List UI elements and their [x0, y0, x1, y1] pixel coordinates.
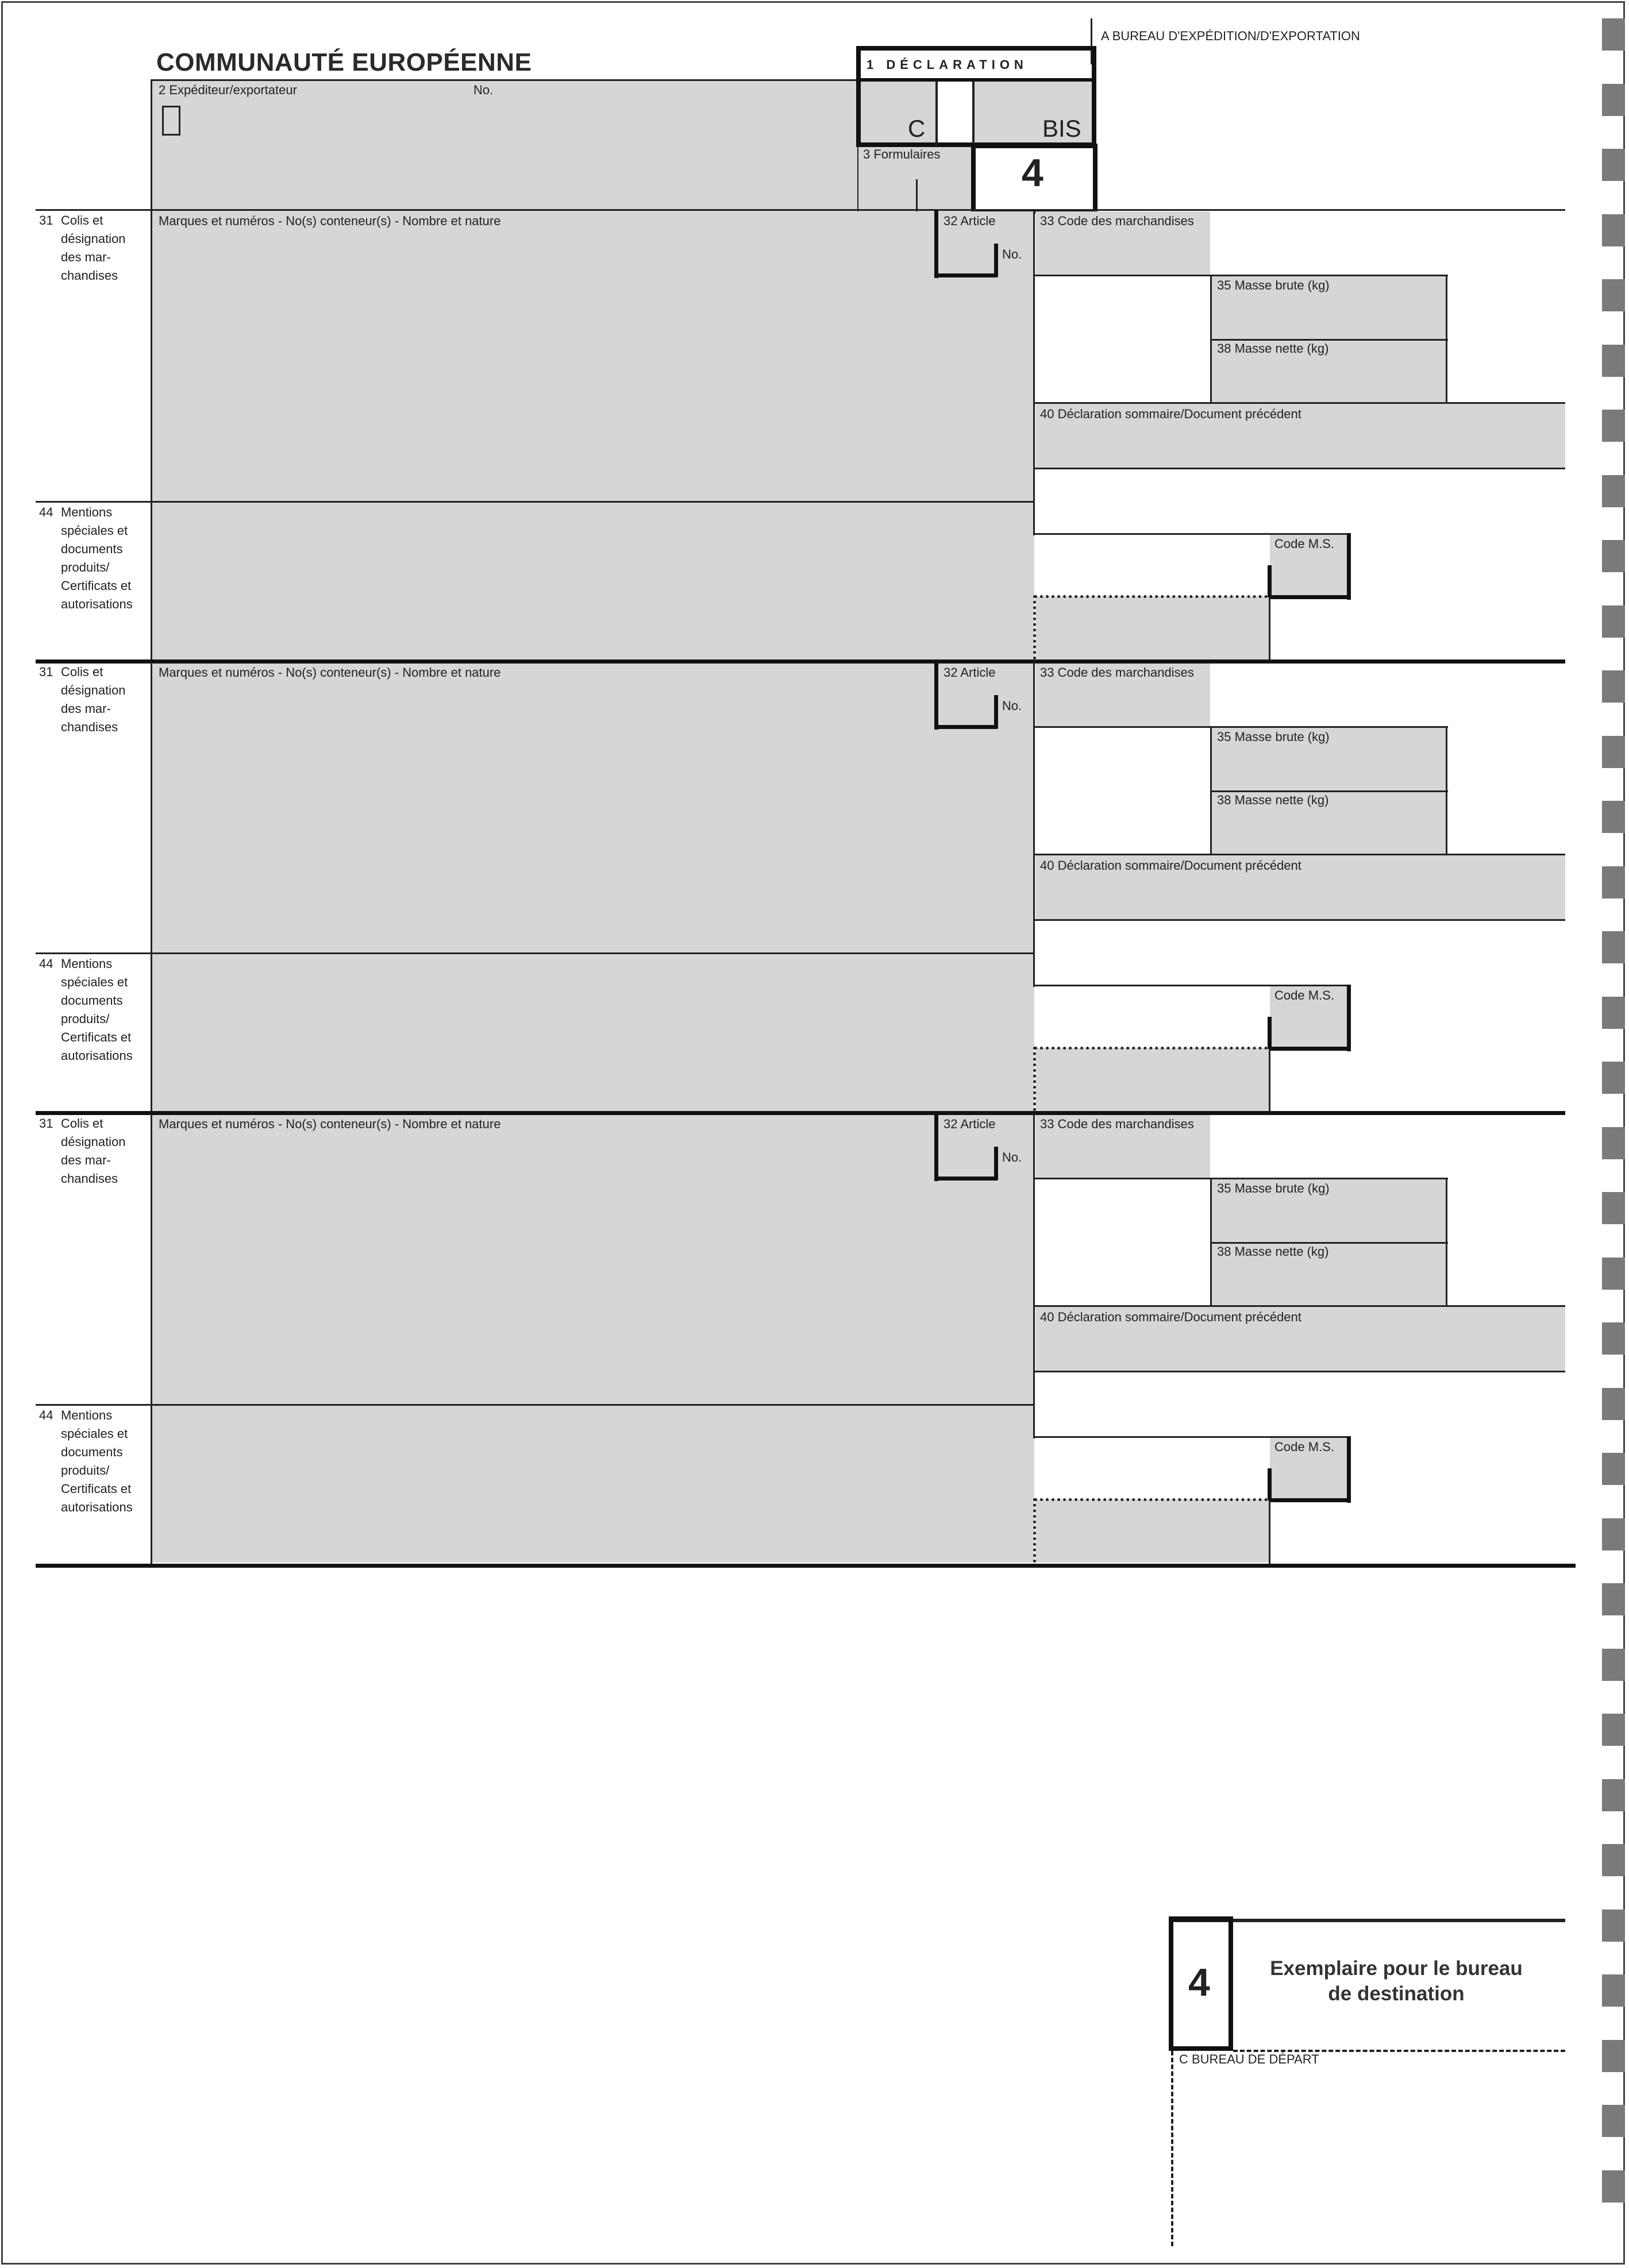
perforation-tick: [1602, 1714, 1625, 1746]
code-ms-dotted-v: [1033, 1047, 1036, 1111]
mentions-label: 44 Mentions spéciales et documents produits/ Certificats et autorisations: [39, 1408, 133, 1514]
left-rule: [151, 1113, 152, 1565]
section-top-rule: [36, 209, 1565, 211]
left-rule: [151, 210, 152, 661]
perforation-tick: [1602, 1127, 1625, 1159]
gross-label: 35 Masse brute (kg): [1217, 730, 1330, 744]
code-ms-bracket-h: [1269, 1047, 1351, 1051]
mass-mid-rule: [1210, 339, 1448, 341]
code-ms-bracket-left: [1268, 565, 1272, 597]
perforation-tick: [1602, 997, 1625, 1029]
item-bracket-bottom: [934, 725, 998, 729]
perforation-tick: [1602, 475, 1625, 507]
marks-field[interactable]: [152, 211, 1034, 501]
item-bracket-right: [994, 695, 998, 728]
mentions-field[interactable]: [152, 502, 1034, 659]
code-ms-dotted-v: [1033, 595, 1036, 659]
code-ms-dotted-h: [1034, 595, 1268, 598]
perforation-tick: [1602, 1649, 1625, 1681]
sender-no-label: No.: [473, 83, 494, 97]
perforation-tick: [1602, 931, 1625, 963]
marks-field[interactable]: [152, 664, 1034, 952]
mass-mid-rule: [1210, 1242, 1448, 1244]
perforation-tick: [1602, 1844, 1625, 1876]
footer-copy-text: Exemplaire pour le bureau de destination: [1270, 1957, 1523, 2005]
perforation-tick: [1602, 1453, 1625, 1485]
net-label: 38 Masse nette (kg): [1217, 1244, 1329, 1259]
item-no-label: No.: [1002, 699, 1022, 713]
code-ms-top-rule: [1033, 985, 1350, 986]
commodity-bottom-rule: [1033, 275, 1211, 276]
perforation-tick: [1602, 1322, 1625, 1355]
declaration-c: C: [908, 115, 926, 142]
perforation-tick: [1602, 540, 1625, 572]
perforation-tick: [1602, 1583, 1625, 1615]
sender-checkbox[interactable]: [162, 106, 180, 136]
perforation-tick: [1602, 84, 1625, 116]
mid-rule: [1033, 210, 1035, 535]
perforation-tick: [1602, 410, 1625, 442]
item-bracket-bottom: [934, 1177, 998, 1181]
code-ms-label: Code M.S.: [1274, 537, 1334, 551]
code-ms-bracket-v: [1347, 985, 1351, 1051]
commodity-label: 33 Code des marchandises: [1040, 1117, 1194, 1131]
item-bracket-right: [994, 244, 998, 277]
perforation-tick: [1602, 1910, 1625, 1942]
code-ms-bracket-v: [1347, 533, 1351, 600]
net-label: 38 Masse nette (kg): [1217, 341, 1329, 356]
perforation-tick: [1602, 1062, 1625, 1094]
code-ms-bracket-h: [1269, 595, 1351, 599]
marks-field[interactable]: [152, 1115, 1034, 1404]
code-ms-label: Code M.S.: [1274, 988, 1334, 1002]
item-bracket-left: [934, 1113, 938, 1181]
perforation-tick: [1602, 2105, 1625, 2137]
code-ms-bracket-left: [1268, 1017, 1272, 1049]
mid-rule: [1033, 1113, 1035, 1438]
perforation-tick: [1602, 214, 1625, 246]
page-title: COMMUNAUTÉ EUROPÉENNE: [156, 48, 532, 76]
commodity-bottom-rule: [1033, 726, 1211, 728]
mid-rule: [1033, 662, 1035, 987]
perforation-tick: [1602, 2040, 1625, 2072]
code-ms-label: Code M.S.: [1274, 1440, 1334, 1454]
forms-tick: [916, 179, 918, 211]
declaration-bis: BIS: [1042, 115, 1081, 142]
code-ms-top-rule: [1033, 533, 1350, 535]
marks-label: Marques et numéros - No(s) conteneur(s) - Nombre et nature: [159, 214, 501, 228]
summary-label: 40 Déclaration sommaire/Document précédent: [1040, 407, 1301, 421]
marks-label: Marques et numéros - No(s) conteneur(s) - Nombre et nature: [159, 1117, 501, 1131]
mass-right-rule: [1446, 275, 1447, 403]
mass-top-rule: [1210, 726, 1448, 728]
net-label: 38 Masse nette (kg): [1217, 793, 1329, 807]
sender-left-rule: [151, 79, 152, 213]
mentions-label: 44 Mentions spéciales et documents produits/ Certificats et autorisations: [39, 956, 133, 1063]
code-ms-dotted-h: [1034, 1047, 1268, 1050]
code-ms-stem: [1269, 1049, 1270, 1112]
perforation-tick: [1602, 1192, 1625, 1224]
perforation-tick: [1602, 1388, 1625, 1420]
perforation-tick: [1602, 18, 1625, 51]
code-ms-bracket-left: [1268, 1468, 1272, 1501]
mass-right-rule: [1446, 1178, 1447, 1306]
item-bracket-left: [934, 662, 938, 730]
perforation-tick: [1602, 1518, 1625, 1550]
sender-top-rule: [152, 79, 858, 81]
perforation-tick: [1602, 801, 1625, 833]
mentions-field[interactable]: [152, 954, 1034, 1111]
sender-label: 2 Expéditeur/exportateur: [159, 83, 297, 97]
item-label: 32 Article: [943, 665, 996, 680]
mass-top-rule: [1210, 275, 1448, 276]
commodity-label: 33 Code des marchandises: [1040, 665, 1194, 680]
commodity-bottom-rule: [1033, 1178, 1211, 1179]
packages-label: 31 Colis et désignation des mar- chandises: [39, 1116, 126, 1186]
summary-label: 40 Déclaration sommaire/Document précédent: [1040, 1310, 1301, 1324]
departure-label: C BUREAU DE DÉPART: [1179, 2052, 1319, 2066]
mass-top-rule: [1210, 1178, 1448, 1179]
gross-label: 35 Masse brute (kg): [1217, 278, 1330, 292]
code-ms-dotted-v: [1033, 1498, 1036, 1563]
mentions-field[interactable]: [152, 1405, 1034, 1563]
perforation-tick: [1602, 2170, 1625, 2203]
perforation-tick: [1602, 605, 1625, 638]
item-bracket-right: [994, 1147, 998, 1180]
mentions-top-rule: [36, 501, 1034, 503]
forms-label: 3 Formulaires: [863, 147, 941, 161]
mass-mid-rule: [1210, 790, 1448, 792]
item-bracket-left: [934, 210, 938, 278]
item-label: 32 Article: [943, 214, 996, 228]
mentions-top-rule: [36, 952, 1034, 954]
footer-copy-number: 4: [1188, 1961, 1210, 2004]
perforation-tick: [1602, 1974, 1625, 2007]
marks-label: Marques et numéros - No(s) conteneur(s) - Nombre et nature: [159, 665, 501, 680]
copy-number: 4: [1022, 151, 1043, 195]
section-top-rule: [36, 659, 1565, 664]
perforation-tick: [1602, 736, 1625, 768]
item-label: 32 Article: [943, 1117, 996, 1131]
commodity-label: 33 Code des marchandises: [1040, 214, 1194, 228]
code-ms-field[interactable]: [1035, 596, 1270, 659]
perforation-tick: [1602, 670, 1625, 703]
perforation-tick: [1602, 866, 1625, 898]
perforation-tick: [1602, 149, 1625, 181]
packages-label: 31 Colis et désignation des mar- chandises: [39, 665, 126, 734]
sender-field[interactable]: [152, 80, 858, 211]
mass-right-rule: [1446, 726, 1447, 855]
summary-top-rule: [1033, 402, 1565, 404]
summary-bottom-rule: [1033, 919, 1565, 921]
perforation-tick: [1602, 345, 1625, 377]
item-bracket-bottom: [934, 273, 998, 277]
code-ms-top-rule: [1033, 1436, 1350, 1438]
footer-dashed-stem: [1171, 2051, 1173, 2246]
item-no-label: No.: [1002, 1150, 1022, 1164]
perforation-tick: [1602, 279, 1625, 311]
code-ms-field[interactable]: [1035, 1499, 1270, 1563]
mentions-top-rule: [36, 1404, 1034, 1406]
office-label: A BUREAU D'EXPÉDITION/D'EXPORTATION: [1101, 29, 1360, 43]
perforation-tick: [1602, 1258, 1625, 1290]
summary-bottom-rule: [1033, 468, 1565, 469]
code-ms-bracket-v: [1347, 1436, 1351, 1503]
code-ms-stem: [1269, 1501, 1270, 1564]
code-ms-bracket-h: [1269, 1498, 1351, 1502]
code-ms-stem: [1269, 597, 1270, 661]
summary-top-rule: [1033, 854, 1565, 855]
summary-top-rule: [1033, 1305, 1565, 1307]
code-ms-dotted-h: [1034, 1498, 1268, 1501]
summary-bottom-rule: [1033, 1371, 1565, 1372]
code-ms-field[interactable]: [1035, 1048, 1270, 1111]
section-top-rule: [36, 1111, 1565, 1115]
mentions-label: 44 Mentions spéciales et documents produits/ Certificats et autorisations: [39, 505, 133, 611]
table-bottom-rule: [36, 1564, 1576, 1568]
item-no-label: No.: [1002, 247, 1022, 261]
gross-label: 35 Masse brute (kg): [1217, 1181, 1330, 1195]
perforation-tick: [1602, 1779, 1625, 1811]
summary-label: 40 Déclaration sommaire/Document précédent: [1040, 858, 1301, 873]
declaration-divider-1: [935, 82, 938, 146]
declaration-label: 1 DÉCLARATION: [867, 57, 1028, 72]
packages-label: 31 Colis et désignation des mar- chandises: [39, 213, 126, 283]
left-rule: [151, 662, 152, 1112]
